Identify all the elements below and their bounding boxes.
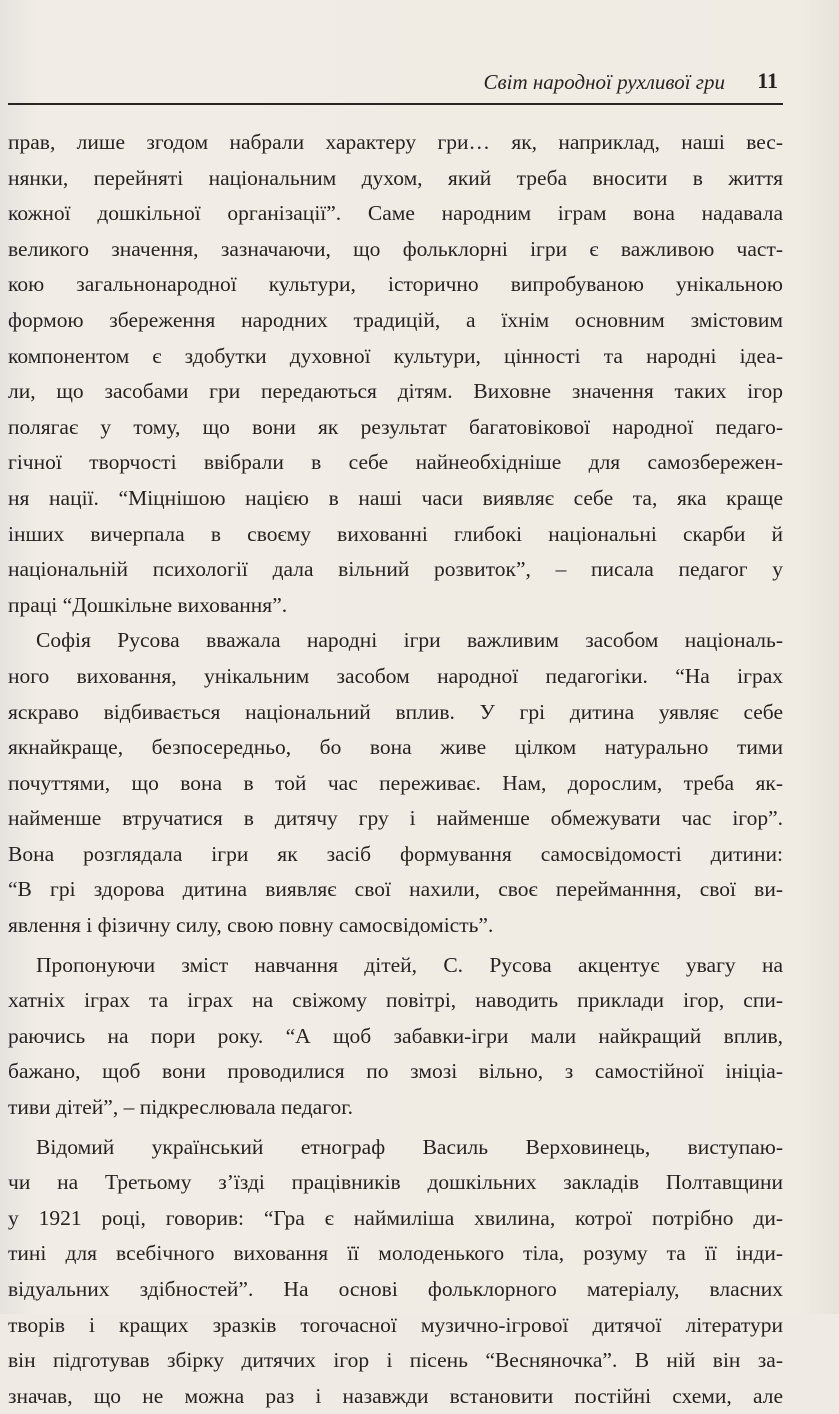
text-line: у 1921 році, говорив: “Гра є наймиліша хвилина, котрої потрібно ди-	[8, 1205, 783, 1230]
text-line: нянки, перейняті національним духом, який треба вносити в життя	[8, 165, 783, 190]
text-line: Вона розглядала ігри як засіб формування самосвідомості дитини:	[8, 841, 783, 866]
text-line: чи на Третьому з’їзді працівників дошкільних закладів Полтавщини	[8, 1170, 783, 1195]
page-number: 11	[757, 68, 778, 93]
text-line: якнайкраще, безпосередньо, бо вона живе цілком натурально тими	[8, 735, 783, 760]
text-line: ли, що засобами гри передаються дітям. Виховне значення таких ігор	[8, 379, 783, 404]
text-line: кожної дошкільної організації”. Саме народним іграм вона надавала	[8, 201, 783, 226]
header-divider	[8, 103, 783, 105]
text-line: тиви дітей”, – підкреслювала педагог.	[8, 1095, 354, 1120]
text-line: тині для всебічного виховання її молоденького тіла, розуму та її інди-	[8, 1241, 783, 1266]
text-line: бажано, щоб вони проводилися по змозі вільно, з самостійної ініціа-	[8, 1059, 783, 1084]
running-header	[0, 68, 780, 102]
text-line: полягає у тому, що вони як результат багатовікової народної педаго-	[8, 414, 783, 439]
text-line: Відомий український етнограф Василь Верховинець, виступаю-	[36, 1134, 783, 1159]
text-line: явлення і фізичну силу, свою повну самосвідомість”.	[8, 913, 494, 938]
text-line: “В грі здорова дитина виявляє свої нахили, своє перейманння, свої ви-	[8, 877, 783, 902]
text-line: великого значення, зазначаючи, що фольклорні ігри є важливою част-	[8, 236, 783, 261]
text-line: Пропонуючи зміст навчання дітей, С. Русова акцентує увагу на	[36, 952, 783, 977]
text-line: почуттями, що вона в той час переживає. Нам, дорослим, треба як-	[8, 770, 783, 795]
text-line: Софія Русова вважала народні ігри важливим засобом національ-	[36, 628, 783, 653]
text-line: гічної творчості ввібрали в себе найнеобхідніше для самозбережен-	[8, 450, 783, 475]
text-line: яскраво відбивається національний вплив. У грі дитина уявляє себе	[8, 699, 783, 724]
running-title: Світ народної рухливої гри	[483, 70, 725, 94]
text-line: хатніх іграх та іграх на свіжому повітрі, наводить приклади ігор, спи-	[8, 988, 783, 1013]
body-text	[8, 125, 783, 1414]
text-line: компонентом є здобутки духовної культури, цінності та народні ідеа-	[8, 343, 783, 368]
text-line: інших вичерпала в своєму вихованні глибокі національні скарби й	[8, 521, 783, 546]
text-line: значав, що не можна раз і назавжди встановити постійні схеми, але	[8, 1383, 783, 1408]
text-line: найменше втручатися в дитячу гру і найменше обмежувати час ігор”.	[8, 806, 783, 831]
text-line: ня нації. “Міцнішою нацією в наші часи виявляє себе та, яка краще	[8, 485, 783, 510]
text-line: відуальних здібностей”. На основі фольклорного матеріалу, власних	[8, 1277, 783, 1301]
text-line: ного виховання, унікальним засобом народної педагогіки. “На іграх	[8, 663, 783, 688]
text-line: прав, лише згодом набрали характеру гри… як, наприклад, наші вес-	[8, 130, 783, 154]
text-line: національній психології дала вільний розвиток”, – писала педагог у	[8, 557, 783, 582]
text-line: раючись на пори року. “А щоб забавки-ігри мали найкращий вплив,	[8, 1023, 783, 1048]
text-line: він підготував збірку дитячих ігор і пісень “Весняночка”. В ній він за-	[8, 1348, 783, 1373]
text-line: творів і кращих зразків тогочасної музично-ігрової дитячої літератури	[8, 1312, 783, 1337]
text-line: праці “Дошкільне виховання”.	[8, 592, 288, 617]
text-line: кою загальнонародної культури, історично випробуваною унікальною	[8, 272, 783, 297]
text-line: формою збереження народних традицій, а їхнім основним змістовим	[8, 307, 783, 332]
